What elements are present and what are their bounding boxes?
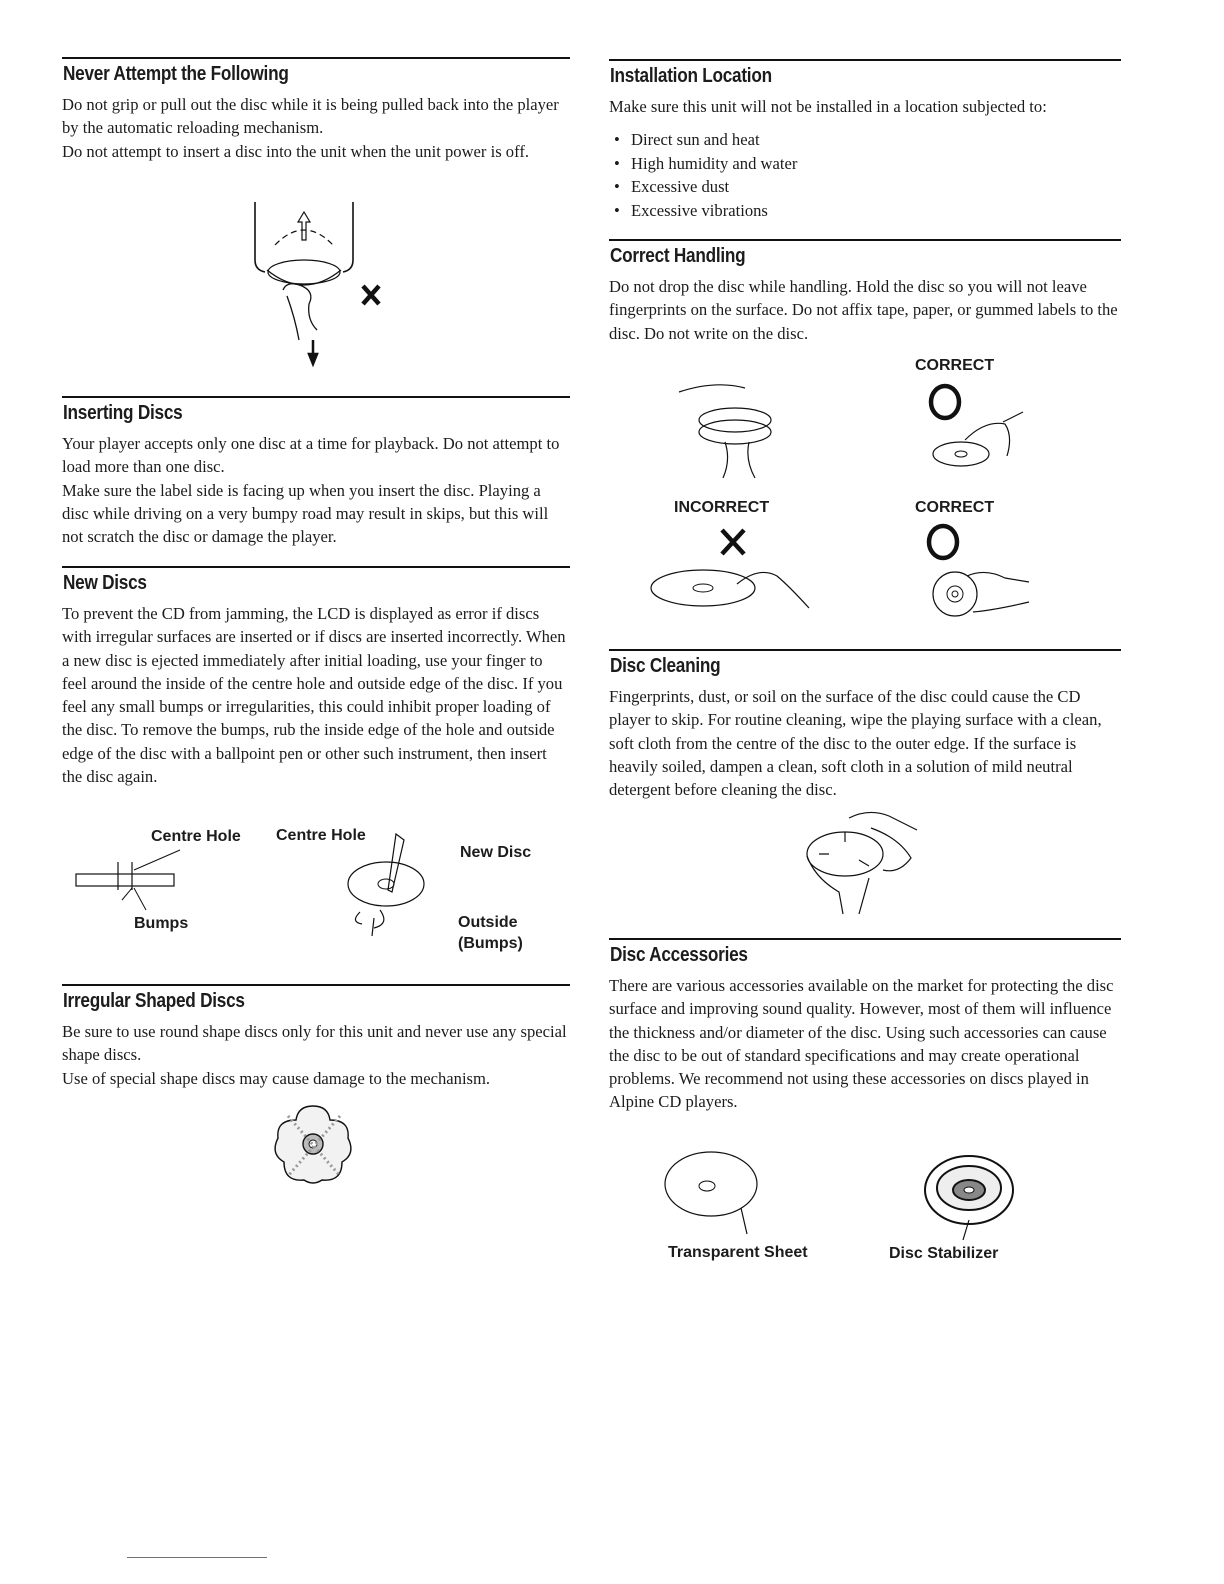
incorrect-hold-illustration [649, 526, 819, 616]
section-title: Never Attempt the Following [63, 63, 289, 85]
section-title: Disc Accessories [610, 944, 748, 966]
list-item: • Excessive dust [609, 175, 1121, 198]
label-correct: CORRECT [915, 357, 995, 374]
section-title: New Discs [63, 572, 147, 594]
label-outside-bumps: (Bumps) [458, 935, 523, 952]
list-item: • High humidity and water [609, 152, 1121, 175]
stacked-discs-hand-illustration [675, 380, 795, 480]
section-new-discs [62, 566, 570, 788]
label-correct: CORRECT [915, 499, 995, 516]
o-mark-icon [929, 526, 957, 558]
section-irregular-discs [62, 984, 570, 1090]
paragraph: Do not drop the disc while handling. Hold the disc so you will not leave fingerprints on the surface. Do not affix tape, paper, or gummed labels to the disc. Do not write on the disc. [609, 277, 1118, 343]
disc-cleaning-illustration [799, 808, 929, 918]
paragraph: Be sure to use round shape discs only for this unit and never use any special shape discs. [62, 1022, 567, 1065]
irregular-disc-illustration [268, 1102, 358, 1186]
section-correct-handling [609, 239, 1121, 345]
section-title: Correct Handling [610, 245, 746, 267]
section-inserting-discs [62, 396, 570, 548]
paragraph: Fingerprints, dust, or soil on the surface of the disc could cause the CD player to skip. For routine cleaning, wipe the playing surface with a clean, soft cloth from the centre of the disc to the outer edge. If the surface is heavily soiled, dampen a clean, soft cloth in a solution of mild neutral detergent before cleaning the disc. [609, 687, 1102, 800]
disc-pen-illustration [340, 832, 440, 942]
label-centre-hole: Centre Hole [151, 828, 241, 845]
section-title: Irregular Shaped Discs [63, 990, 245, 1012]
paragraph: Make sure this unit will not be installed in a location subjected to: [609, 97, 1047, 116]
footer-rule [127, 1557, 267, 1558]
label-centre-hole: Centre Hole [276, 827, 366, 844]
transparent-sheet-illustration [659, 1148, 769, 1238]
disc-pull-illustration [247, 200, 407, 370]
list-item: • Direct sun and heat [609, 128, 1121, 151]
correct-hold-top-illustration [925, 380, 1025, 472]
section-never-attempt [62, 57, 570, 163]
paragraph: Use of special shape discs may cause damage to the mechanism. [62, 1068, 491, 1088]
section-disc-cleaning [609, 649, 1121, 801]
label-new-disc: New Disc [460, 844, 532, 861]
label-bumps: Bumps [134, 915, 189, 932]
paragraph: Do not grip or pull out the disc while it is being pulled back into the player by the automatic reloading mechanism. [62, 95, 559, 138]
paragraph: Your player accepts only one disc at a time for playback. Do not attempt to load more than one disc. [62, 434, 560, 477]
paragraph: Make sure the label side is facing up when you insert the disc. Playing a disc while driving on a very bumpy road may result in skips, but this will not scratch the disc or damage the player. [62, 480, 549, 547]
label-outside: Outside [458, 914, 518, 931]
section-title: Inserting Discs [63, 402, 183, 424]
o-mark-icon [931, 386, 959, 418]
correct-hold-bottom-illustration [925, 520, 1035, 620]
disc-stabilizer-illustration [919, 1150, 1029, 1242]
label-disc-stabilizer: Disc Stabilizer [889, 1245, 999, 1262]
section-installation-location [609, 59, 1121, 222]
disc-cross-section-illustration [72, 848, 192, 918]
x-mark-icon [363, 286, 379, 304]
paragraph: To prevent the CD from jamming, the LCD is displayed as error if discs with irregular surfaces are inserted or if discs are inserted incorrectly. When a new disc is ejected immediately after initial loading, use your finger to feel around the inside of the centre hole and outside edge of the disc. If you feel any small bumps or irregularities, this could inhibit proper loading of the disc. To remove the bumps, rub the inside edge of the hole and outside edge of the disc with a ballpoint pen or other such instrument, then insert the disc again. [62, 604, 566, 787]
label-incorrect: INCORRECT [674, 499, 770, 516]
label-transparent-sheet: Transparent Sheet [668, 1244, 808, 1261]
installation-list [609, 128, 1121, 222]
section-title: Installation Location [610, 65, 772, 87]
section-disc-accessories [609, 938, 1121, 1114]
x-mark-icon [722, 530, 744, 554]
paragraph: Do not attempt to insert a disc into the unit when the unit power is off. [62, 141, 530, 161]
section-title: Disc Cleaning [610, 655, 721, 677]
paragraph: There are various accessories available on the market for protecting the disc surface and improving sound quality. However, most of them will influence the thickness and/or diameter of the disc. Using such accessories can cause the disc to be out of standard specifications and may create operational problems. We recommend not using these accessories on discs played in Alpine CD players. [609, 976, 1114, 1112]
list-item: • Excessive vibrations [609, 199, 1121, 222]
